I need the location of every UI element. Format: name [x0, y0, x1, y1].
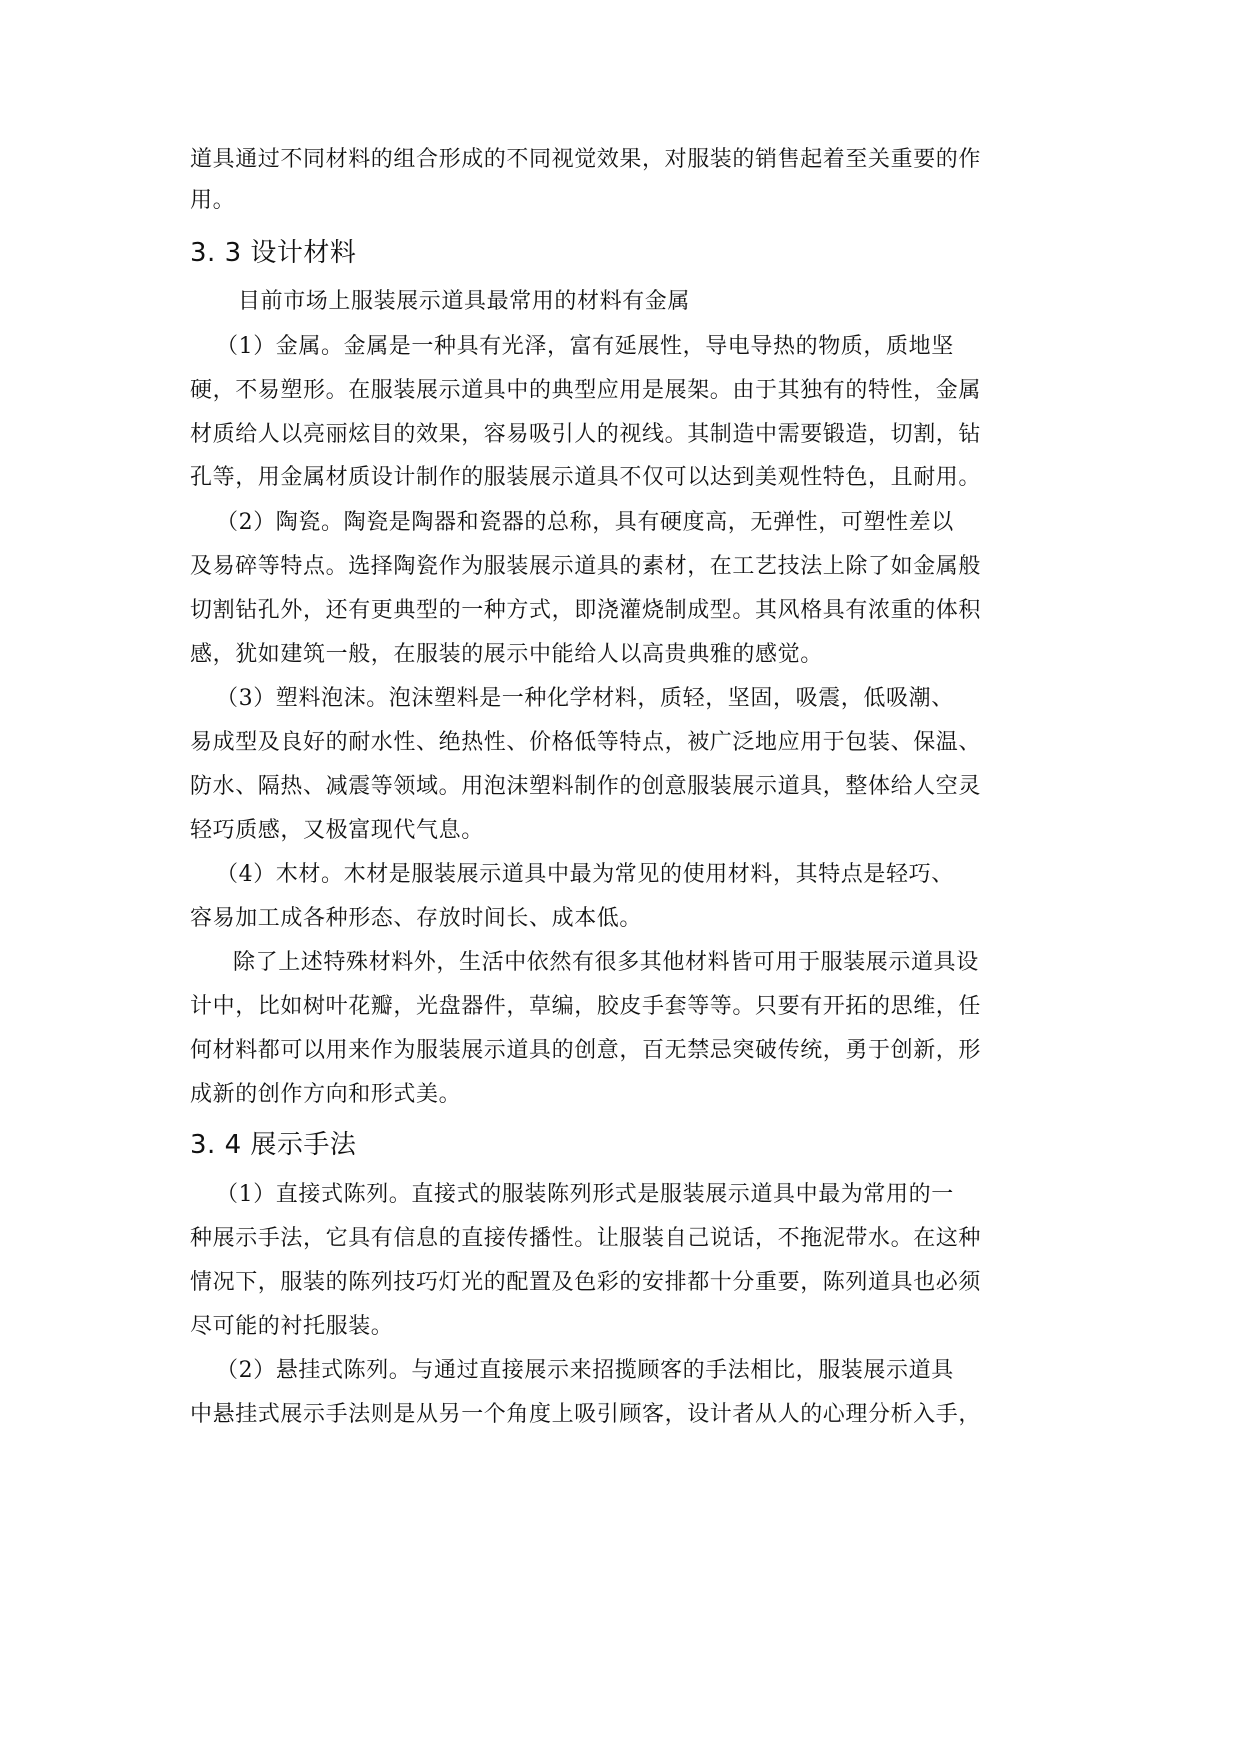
section-heading-3-3: 3. 3 设计材料 [190, 238, 357, 268]
body-text-line: 切割钻孔外，还有更典型的一种方式，即浇灌烧制成型。其风格具有浓重的体积 [190, 598, 982, 623]
body-text-line: 轻巧质感，又极富现代气息。 [190, 818, 484, 843]
body-text-line: 何材料都可以用来作为服装展示道具的创意，百无禁忌突破传统，勇于创新，形 [190, 1038, 982, 1063]
body-text-line: 硬，不易塑形。在服装展示道具中的典型应用是展架。由于其独有的特性，金属 [190, 378, 982, 403]
body-text-line: 目前市场上服装展示道具最常用的材料有金属 [238, 289, 691, 314]
body-text-line: （1）直接式陈列。直接式的服装陈列形式是服装展示道具中最为常用的一 [216, 1182, 954, 1207]
body-text-line: 感，犹如建筑一般，在服装的展示中能给人以高贵典雅的感觉。 [190, 642, 823, 667]
body-text-line: 中悬挂式展示手法则是从另一个角度上吸引顾客，设计者从人的心理分析入手， [190, 1402, 982, 1427]
body-text-line: 材质给人以亮丽炫目的效果，容易吸引人的视线。其制造中需要锻造，切割，钻 [190, 422, 982, 447]
body-text-line: 除了上述特殊材料外，生活中依然有很多其他材料皆可用于服装展示道具设 [233, 950, 979, 975]
body-text-line: 计中，比如树叶花瓣，光盘器件，草编，胶皮手套等等。只要有开拓的思维，任 [190, 994, 982, 1019]
body-text-line: （3）塑料泡沫。泡沫塑料是一种化学材料，质轻，坚固，吸震，低吸潮、 [216, 686, 954, 711]
body-text-line: 用。 [190, 188, 236, 213]
body-text-line: 种展示手法，它具有信息的直接传播性。让服装自己说话，不拖泥带水。在这种 [190, 1226, 982, 1251]
body-text-line: 孔等，用金属材质设计制作的服装展示道具不仅可以达到美观性特色，且耐用。 [190, 465, 982, 490]
body-text-line: 道具通过不同材料的组合形成的不同视觉效果，对服装的销售起着至关重要的作 [190, 147, 982, 172]
body-text-line: （1）金属。金属是一种具有光泽，富有延展性，导电导热的物质，质地坚 [216, 334, 954, 359]
body-text-line: 容易加工成各种形态、存放时间长、成本低。 [190, 906, 643, 931]
body-text-line: 及易碎等特点。选择陶瓷作为服装展示道具的素材，在工艺技法上除了如金属般 [190, 554, 982, 579]
body-text-line: 防水、隔热、减震等领域。用泡沫塑料制作的创意服装展示道具，整体给人空灵 [190, 774, 982, 799]
body-text-line: 易成型及良好的耐水性、绝热性、价格低等特点，被广泛地应用于包装、保温、 [190, 730, 982, 755]
section-heading-3-4: 3. 4 展示手法 [190, 1130, 357, 1160]
body-text-line: 成新的创作方向和形式美。 [190, 1082, 462, 1107]
body-text-line: 尽可能的衬托服装。 [190, 1314, 394, 1339]
body-text-line: （2）悬挂式陈列。与通过直接展示来招揽顾客的手法相比，服装展示道具 [216, 1358, 954, 1383]
body-text-line: （2）陶瓷。陶瓷是陶器和瓷器的总称，具有硬度高，无弹性，可塑性差以 [216, 510, 954, 535]
body-text-line: （4）木材。木材是服装展示道具中最为常见的使用材料，其特点是轻巧、 [216, 862, 954, 887]
body-text-line: 情况下，服装的陈列技巧灯光的配置及色彩的安排都十分重要，陈列道具也必须 [190, 1270, 982, 1295]
